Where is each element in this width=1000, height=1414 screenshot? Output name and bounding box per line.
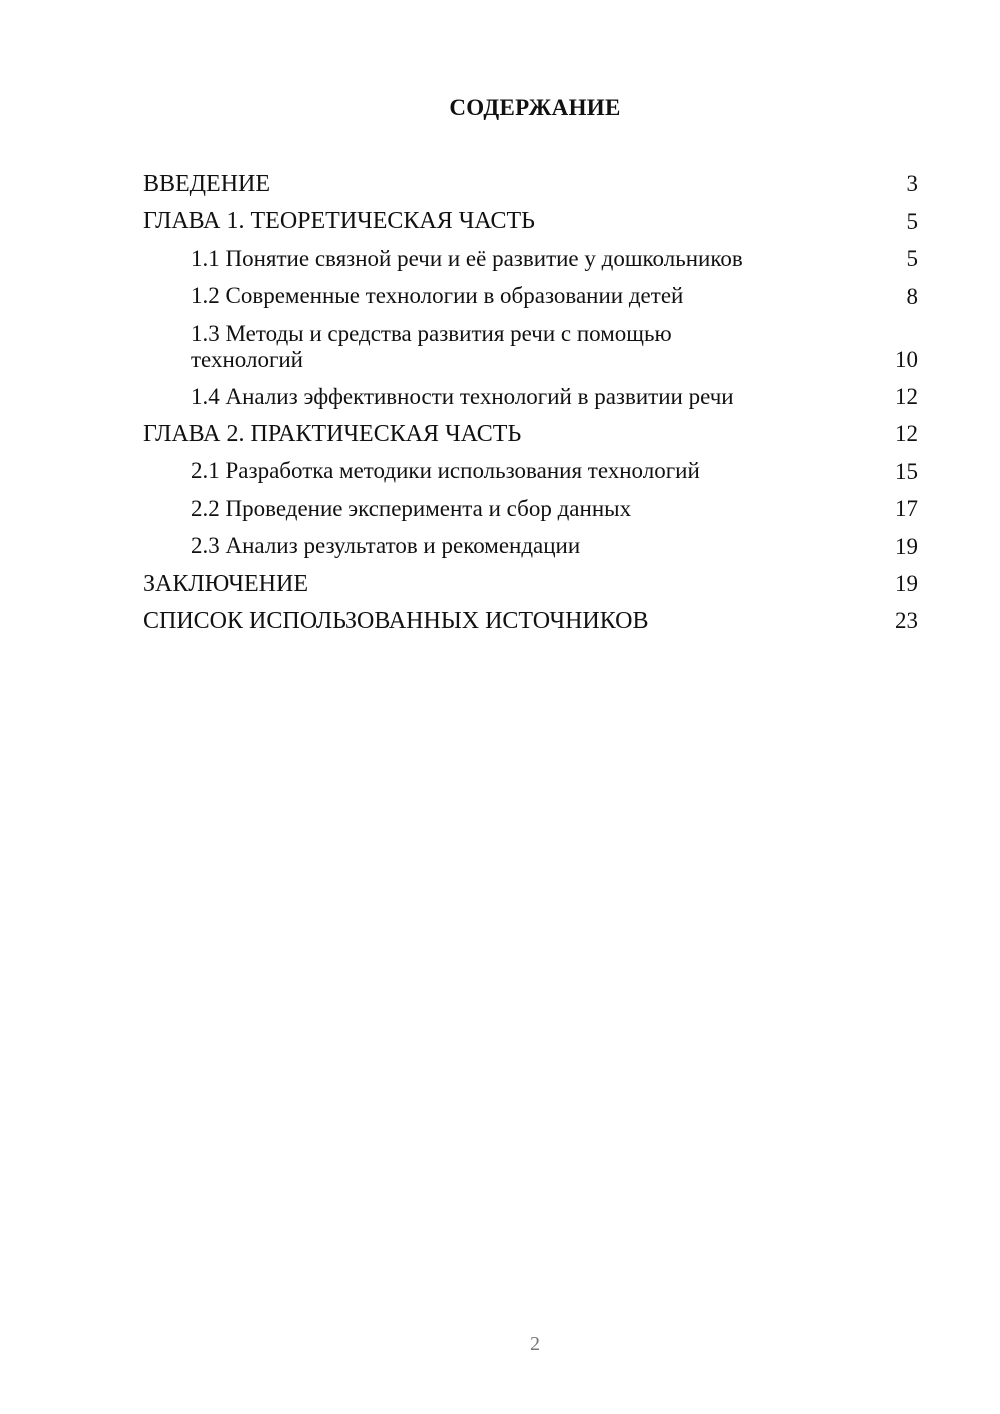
- toc-entry-title: ГЛАВА 1. ТЕОРЕТИЧЕСКАЯ ЧАСТЬ: [143, 208, 535, 235]
- toc-entry-page: 5: [906, 246, 918, 272]
- toc-entry-section-1-3[interactable]: [0, 317, 1000, 380]
- toc-entry-title: 2.3 Анализ результатов и рекомендации: [191, 533, 581, 559]
- toc-entry-page: 19: [895, 533, 918, 559]
- toc-entry-title: 1.4 Анализ эффективности технологий в развитии речи: [191, 383, 734, 409]
- toc-entry-page: 10: [895, 346, 918, 372]
- toc-entry-page: 19: [895, 570, 918, 596]
- toc-entry-section-2-1[interactable]: [0, 454, 1000, 491]
- table-of-contents: [0, 167, 1000, 641]
- toc-entry-page: 12: [895, 383, 918, 409]
- toc-entry-chapter-2[interactable]: [0, 417, 1000, 454]
- toc-entry-title: ГЛАВА 2. ПРАКТИЧЕСКАЯ ЧАСТЬ: [143, 420, 522, 447]
- toc-entry-page: 23: [895, 608, 918, 634]
- toc-entry-page: 15: [895, 458, 918, 484]
- toc-title: СОДЕРЖАНИЕ: [449, 95, 621, 120]
- toc-entry-conclusion[interactable]: [0, 567, 1000, 604]
- toc-entry-title: СПИСОК ИСПОЛЬЗОВАННЫХ ИСТОЧНИКОВ: [143, 607, 649, 634]
- toc-entry-title: 2.1 Разработка методики использования технологий: [191, 458, 700, 484]
- toc-entry-section-2-2[interactable]: [0, 492, 1000, 529]
- toc-entry-title: ЗАКЛЮЧЕНИЕ: [143, 570, 308, 597]
- toc-entry-title: 1.1 Понятие связной речи и её развитие у дошкольников: [191, 245, 743, 271]
- toc-entry-page: 12: [895, 421, 918, 447]
- toc-entry-section-2-3[interactable]: [0, 529, 1000, 566]
- toc-entry-title: 2.2 Проведение эксперимента и сбор данных: [191, 495, 632, 521]
- toc-entry-title: 1.2 Современные технологии в образовании детей: [191, 283, 684, 309]
- toc-entry-page: 5: [906, 208, 918, 234]
- toc-entry-section-1-2[interactable]: [0, 279, 1000, 316]
- toc-entry-page: 8: [906, 283, 918, 309]
- toc-entry-title: 1.3 Методы и средства развития речи с помощью технологий: [191, 320, 672, 372]
- page-number: 2: [530, 1333, 540, 1355]
- toc-entry-introduction[interactable]: [0, 167, 1000, 204]
- toc-entry-section-1-1[interactable]: [0, 242, 1000, 279]
- toc-entry-section-1-4[interactable]: [0, 380, 1000, 417]
- toc-entry-references[interactable]: [0, 604, 1000, 641]
- toc-entry-page: 17: [895, 496, 918, 522]
- toc-entry-title: ВВЕДЕНИЕ: [143, 171, 271, 197]
- toc-entry-page: 3: [906, 171, 918, 197]
- toc-entry-chapter-1[interactable]: [0, 204, 1000, 241]
